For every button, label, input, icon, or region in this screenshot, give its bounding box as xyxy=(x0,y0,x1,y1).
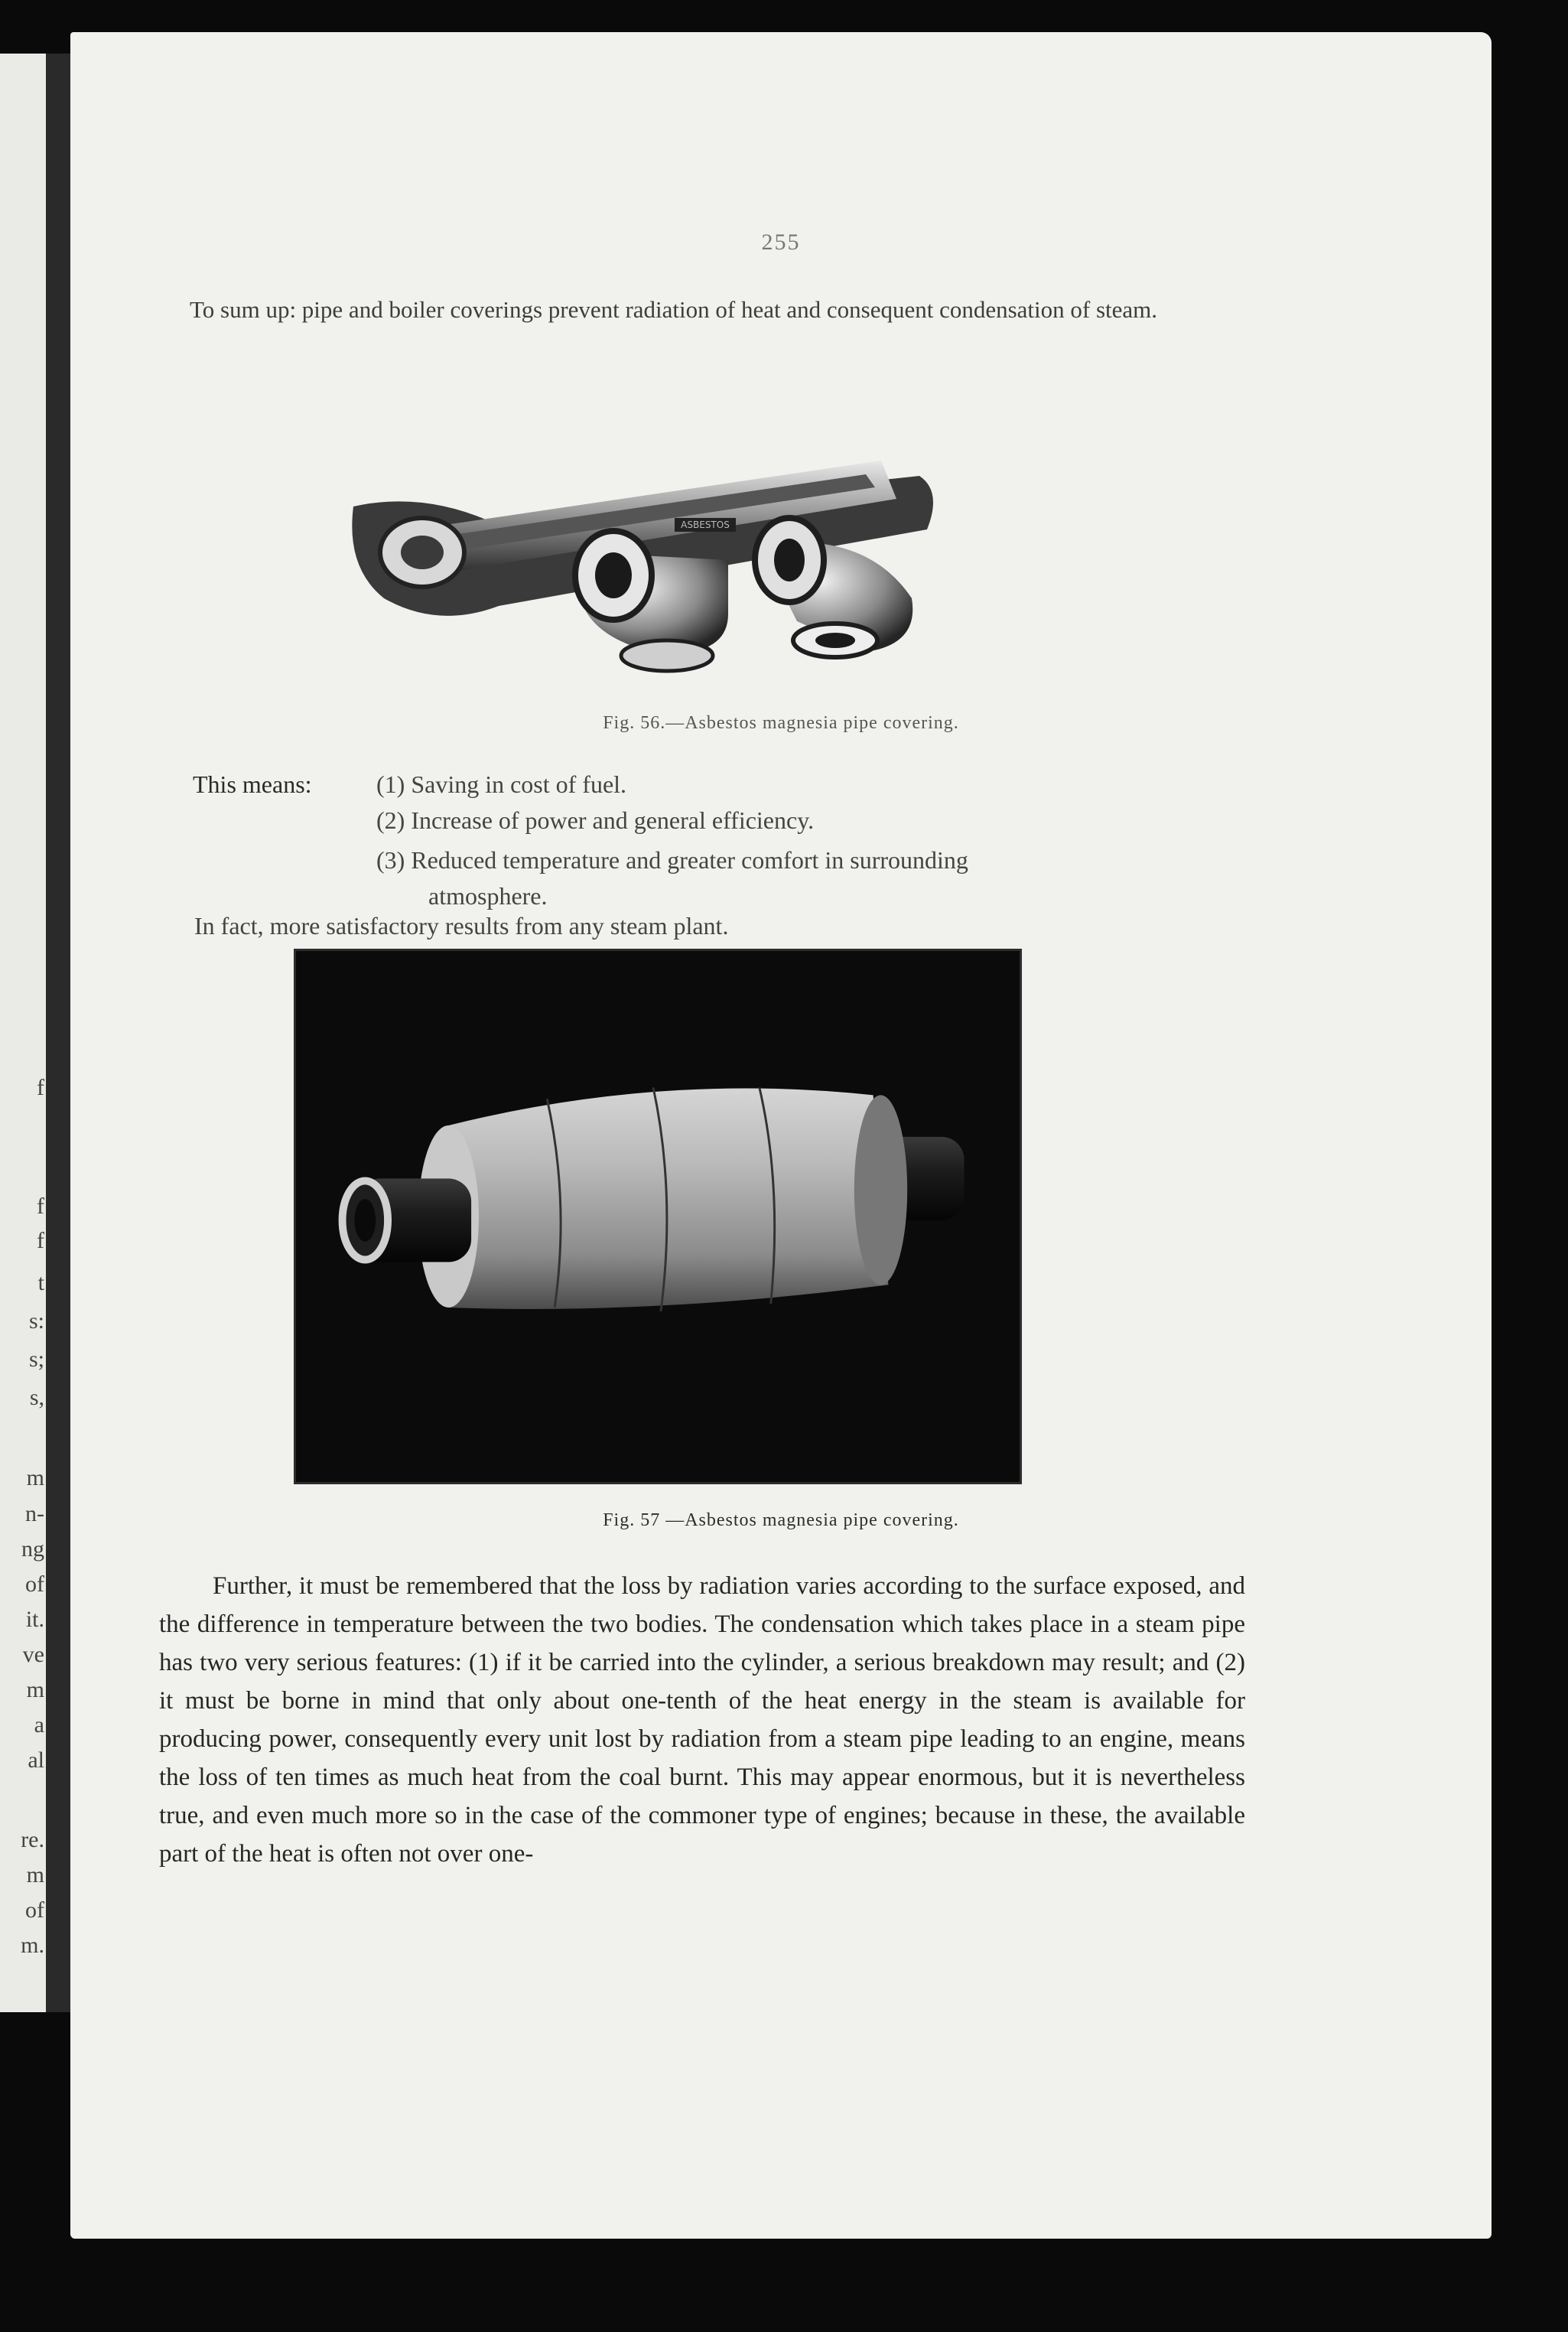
page-number: 255 xyxy=(761,230,801,255)
closing-paragraph xyxy=(159,1567,1245,1873)
intro-paragraph: To sum up: pipe and boiler coverings prevent radiation of heat and consequent condensation of steam. xyxy=(190,296,1158,323)
margin-fragment: s, xyxy=(29,1385,44,1410)
margin-fragment: f xyxy=(37,1194,44,1219)
margin-fragment: t xyxy=(37,1270,44,1295)
margin-fragment: f xyxy=(37,1075,44,1100)
margin-fragment: m xyxy=(26,1862,44,1887)
pipe-covering-illustration xyxy=(330,445,1019,675)
means-label: This means: xyxy=(193,770,312,798)
book-binding-gutter xyxy=(46,54,72,2012)
figure-57-photograph xyxy=(294,949,1022,1484)
margin-fragment: s: xyxy=(28,1308,44,1334)
book-page xyxy=(70,32,1492,2239)
means-item-3 xyxy=(376,842,1233,914)
margin-fragment: re. xyxy=(21,1827,44,1852)
margin-fragment: s; xyxy=(28,1347,44,1372)
margin-fragment: ng xyxy=(21,1536,44,1562)
margin-fragment: al xyxy=(28,1747,44,1773)
margin-fragment: ve xyxy=(22,1642,44,1667)
asbestos-cylinder-photo xyxy=(296,951,1020,1482)
margin-fragment: it. xyxy=(25,1607,44,1632)
means-item-1: (1) Saving in cost of fuel. xyxy=(376,770,627,798)
closing-paragraph-text: Further, it must be remembered that the loss by radiation varies according to the surface exposed, and the difference in temperature between the two bodies. The condensation which takes place in a steam pipe has two very serious features: (1) if it be carried into the cylinder, a serious breakdown may result; and (2) it must be borne in mind that only about one-tenth of the heat energy in the steam is available for producing power, consequently every unit lost by radiation from a steam pipe leading to an engine, means the loss of ten times as much heat from the coal burnt. This may appear enormous, but it is nevertheless true, and even much more so in the case of the commoner type of engines; because in these, the available part of the heat is often not over one- xyxy=(159,1572,1245,1868)
pipe-stamp-text: ASBESTOS xyxy=(681,519,730,530)
means-item-2: (2) Increase of power and general efficiency. xyxy=(376,806,815,834)
figure-57-caption: Fig. 57 —Asbestos magnesia pipe covering. xyxy=(603,1510,959,1530)
margin-fragment: n- xyxy=(25,1501,44,1526)
margin-fragment: m. xyxy=(21,1933,44,1958)
margin-fragment: m xyxy=(26,1677,44,1702)
margin-fragment: f xyxy=(37,1228,44,1253)
margin-fragment: of xyxy=(25,1571,44,1597)
means-item-3-line-2: atmosphere. xyxy=(428,882,548,910)
means-item-3-line-1: (3) Reduced temperature and greater comfort in surrounding xyxy=(376,846,968,874)
margin-fragment: a xyxy=(34,1712,44,1738)
figure-56-illustration xyxy=(330,445,1019,675)
margin-fragment: m xyxy=(26,1465,44,1490)
facing-page-edge xyxy=(0,54,49,2012)
figure-56-caption: Fig. 56.—Asbestos magnesia pipe covering. xyxy=(603,713,959,733)
margin-fragment: of xyxy=(25,1897,44,1923)
in-fact-line: In fact, more satisfactory results from any steam plant. xyxy=(194,912,729,940)
